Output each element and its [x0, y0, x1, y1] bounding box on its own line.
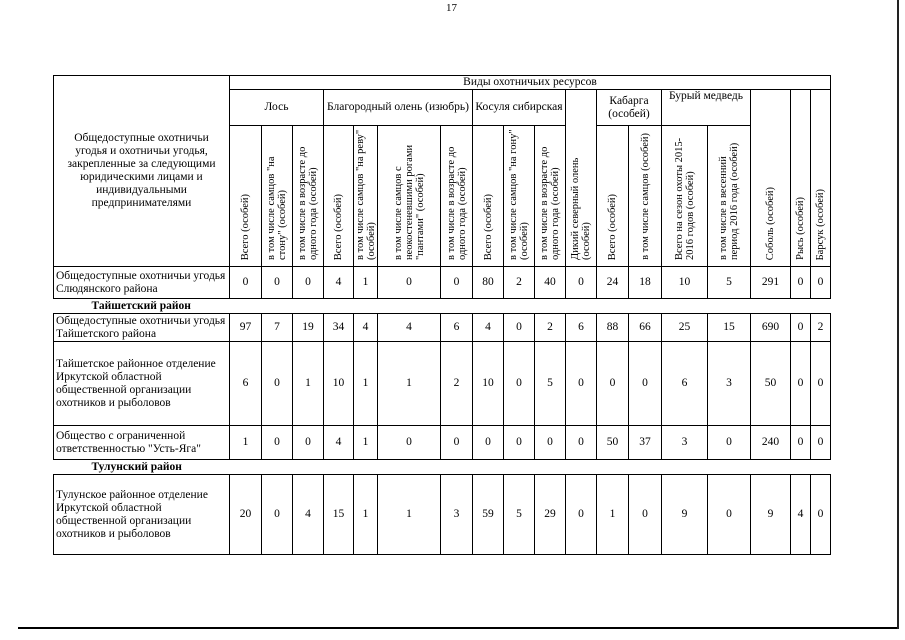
group-bear: Бурый медведь	[662, 90, 751, 126]
table-cell: 1	[354, 342, 378, 426]
table-cell: 80	[473, 267, 504, 299]
table-cell: 2	[441, 342, 473, 426]
table-cell: 50	[751, 342, 791, 426]
page-right-edge	[897, 0, 899, 629]
col-elk-total: Всего (особей)	[230, 126, 262, 267]
table-cell: 40	[535, 267, 566, 299]
table-cell: 0	[293, 267, 324, 299]
group-roe: Косуля сибирская	[473, 90, 566, 126]
table-cell: 0	[811, 426, 831, 460]
district-heading: Тулунский район	[91, 460, 182, 473]
table-cell: 5	[708, 267, 751, 299]
table-cell: 0	[791, 426, 811, 460]
table-cell: 10	[324, 342, 354, 426]
table-cell: 4	[354, 314, 378, 342]
table-cell: 0	[262, 426, 293, 460]
row-organization-name: Тулунское районное отделение Иркутской областной общественной организации охотников и рыболовов	[54, 475, 230, 555]
table-cell: 50	[597, 426, 629, 460]
col-musk-males: в том числе самцов (особей)	[629, 126, 662, 267]
table-cell: 4	[791, 475, 811, 555]
table-cell: 0	[535, 426, 566, 460]
table-cell: 1	[378, 342, 441, 426]
group-elk: Лось	[230, 90, 324, 126]
table-cell: 0	[504, 314, 535, 342]
table-cell: 0	[811, 475, 831, 555]
table-cell: 0	[293, 426, 324, 460]
table-cell: 6	[230, 342, 262, 426]
table-cell: 10	[473, 342, 504, 426]
table-cell: 2	[535, 314, 566, 342]
row-organization-name: Тайшетское районное отделение Иркутской областной общественной организации охотников и рыболовов	[54, 342, 230, 426]
table-cell: 1	[597, 475, 629, 555]
district-heading: Тайшетский район	[91, 299, 191, 312]
table-cell: 0	[708, 475, 751, 555]
table-cell: 0	[791, 267, 811, 299]
group-red-deer: Благородный олень (изюбрь)	[324, 90, 473, 126]
table-cell: 1	[378, 475, 441, 555]
table-cell: 0	[262, 342, 293, 426]
table-cell: 15	[324, 475, 354, 555]
table-body	[54, 267, 831, 555]
table-cell: 0	[629, 475, 662, 555]
table-cell: 1	[354, 426, 378, 460]
table-row	[54, 426, 831, 460]
col-deer-young: в том числе в возрасте до одного года (особей)	[441, 126, 473, 267]
table-cell: 0	[811, 267, 831, 299]
table-cell: 66	[629, 314, 662, 342]
table-cell: 29	[535, 475, 566, 555]
table-cell: 0	[811, 342, 831, 426]
table-row	[54, 475, 831, 555]
col-deer-antlers: в том числе самцов с неокостеневшими рогами "пантами" (особей)	[378, 126, 441, 267]
col-bear-season: Всего на сезон охоты 2015-2016 годов (особей)	[662, 126, 708, 267]
col-elk-young: в том числе в возрасте до одного года (особей)	[293, 126, 324, 267]
table-cell: 4	[324, 267, 354, 299]
header-resources: Виды охотничьих ресурсов	[230, 76, 831, 90]
table-cell: 5	[504, 475, 535, 555]
hunting-resources-table	[53, 75, 831, 555]
table-cell: 0	[566, 426, 597, 460]
table-cell: 1	[293, 342, 324, 426]
col-roe-males: в том числе самцов "на гону" (особей)	[504, 126, 535, 267]
header-left-cell: Общедоступные охотничьи угодья и охотничьи угодья, закрепленные за следующими юридическими лицами и индивидуальными предпринимателями	[54, 76, 230, 267]
row-organization-name: Общедоступные охотничьи угодья Слюдянского района	[54, 267, 230, 299]
row-organization-name: Общество с ограниченной ответственностью "Усть-Яга"	[54, 426, 230, 460]
table-cell: 6	[441, 314, 473, 342]
table-row	[54, 267, 831, 299]
table-cell: 9	[751, 475, 791, 555]
col-reindeer: Дикий северный олень (особей)	[566, 90, 597, 267]
table-cell: 0	[629, 342, 662, 426]
table-cell: 0	[441, 426, 473, 460]
table-cell: 10	[662, 267, 708, 299]
table-cell: 2	[811, 314, 831, 342]
table-cell: 0	[504, 342, 535, 426]
table-cell: 0	[791, 342, 811, 426]
table-row	[54, 342, 831, 426]
district-row	[54, 460, 831, 475]
table-cell: 1	[354, 475, 378, 555]
page-number: 17	[446, 2, 457, 14]
table-cell: 0	[230, 267, 262, 299]
table-cell: 240	[751, 426, 791, 460]
page-bottom-edge	[18, 627, 898, 629]
table-cell: 37	[629, 426, 662, 460]
col-bear-spring: в том числе в весенний период 2016 года (особей)	[708, 126, 751, 267]
col-elk-males: в том числе самцов "на стону" (особей)	[262, 126, 293, 267]
table-cell: 291	[751, 267, 791, 299]
district-row	[54, 299, 831, 314]
table-cell: 1	[354, 267, 378, 299]
col-deer-total: Всего (особей)	[324, 126, 354, 267]
table-cell: 0	[473, 426, 504, 460]
table-cell: 59	[473, 475, 504, 555]
table-cell: 4	[378, 314, 441, 342]
table-cell: 15	[708, 314, 751, 342]
table-cell: 0	[597, 342, 629, 426]
table-cell: 0	[566, 475, 597, 555]
table-cell: 0	[441, 267, 473, 299]
table-cell: 9	[662, 475, 708, 555]
col-musk-total: Всего (особей)	[597, 126, 629, 267]
col-roe-young: в том числе в возрасте до одного года (особей)	[535, 126, 566, 267]
col-roe-total: Всего (особей)	[473, 126, 504, 267]
table-cell: 4	[293, 475, 324, 555]
table-cell: 97	[230, 314, 262, 342]
group-musk: Кабарга (особей)	[597, 90, 662, 126]
table-cell: 19	[293, 314, 324, 342]
table-cell: 690	[751, 314, 791, 342]
table-cell: 4	[324, 426, 354, 460]
col-badger: Барсук (особей)	[811, 90, 831, 267]
table-cell: 3	[441, 475, 473, 555]
table-cell: 3	[662, 426, 708, 460]
table-cell: 0	[262, 475, 293, 555]
table-cell: 0	[566, 342, 597, 426]
table-cell: 0	[708, 426, 751, 460]
table-row	[54, 314, 831, 342]
table-cell: 0	[378, 267, 441, 299]
table-cell: 0	[262, 267, 293, 299]
table-cell: 5	[535, 342, 566, 426]
table-cell: 88	[597, 314, 629, 342]
table-cell: 18	[629, 267, 662, 299]
table-cell: 2	[504, 267, 535, 299]
table-cell: 25	[662, 314, 708, 342]
table-cell: 1	[230, 426, 262, 460]
col-sable: Соболь (особей)	[751, 90, 791, 267]
table-cell: 34	[324, 314, 354, 342]
table-cell: 6	[566, 314, 597, 342]
col-lynx: Рысь (особей)	[791, 90, 811, 267]
table-cell: 20	[230, 475, 262, 555]
table-cell: 7	[262, 314, 293, 342]
table-cell: 0	[378, 426, 441, 460]
table-cell: 4	[473, 314, 504, 342]
table-cell: 0	[791, 314, 811, 342]
table-cell: 0	[504, 426, 535, 460]
col-deer-males: в том числе самцов "на реву" (особей)	[354, 126, 378, 267]
table-cell: 6	[662, 342, 708, 426]
row-organization-name: Общедоступные охотничьи угодья Тайшетского района	[54, 314, 230, 342]
table-cell: 3	[708, 342, 751, 426]
table-cell: 24	[597, 267, 629, 299]
table-cell: 0	[566, 267, 597, 299]
